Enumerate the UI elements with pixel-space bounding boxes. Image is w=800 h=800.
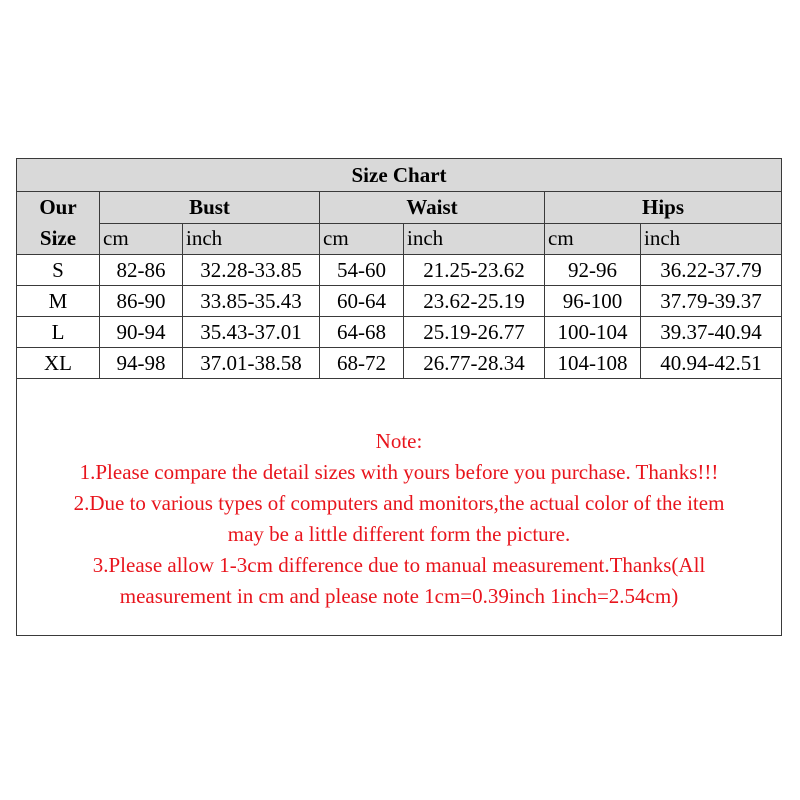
notes-section (17, 426, 781, 612)
unit-header: inch (641, 223, 782, 255)
table-cell: 39.37-40.94 (641, 317, 782, 348)
size-cell: S (17, 255, 100, 286)
unit-header: cm (320, 223, 404, 255)
table-row (17, 255, 782, 286)
table-cell: 33.85-35.43 (183, 286, 320, 317)
hips-header: Hips (545, 192, 782, 224)
size-column-header (17, 192, 100, 255)
note-heading: Note: (375, 429, 423, 453)
table-cell: 64-68 (320, 317, 404, 348)
note-line: 2.Due to various types of computers and monitors,the actual color of the item (73, 491, 725, 515)
table-cell: 92-96 (545, 255, 641, 286)
table-cell: 68-72 (320, 348, 404, 379)
note-line: may be a little different form the picture. (227, 522, 571, 546)
note-line: 1.Please compare the detail sizes with yours before you purchase. Thanks!!! (79, 460, 719, 484)
table-cell: 37.01-38.58 (183, 348, 320, 379)
table-cell: 60-64 (320, 286, 404, 317)
size-table (16, 158, 782, 379)
unit-header: cm (545, 223, 641, 255)
size-chart (16, 158, 782, 636)
unit-header: cm (100, 223, 183, 255)
table-cell: 82-86 (100, 255, 183, 286)
table-cell: 104-108 (545, 348, 641, 379)
unit-header: inch (404, 223, 545, 255)
table-cell: 26.77-28.34 (404, 348, 545, 379)
chart-title: Size Chart (17, 159, 782, 192)
table-row (17, 286, 782, 317)
table-row (17, 348, 782, 379)
table-cell: 54-60 (320, 255, 404, 286)
table-cell: 94-98 (100, 348, 183, 379)
table-cell: 32.28-33.85 (183, 255, 320, 286)
table-cell: 36.22-37.79 (641, 255, 782, 286)
size-cell: XL (17, 348, 100, 379)
unit-header: inch (183, 223, 320, 255)
table-cell: 90-94 (100, 317, 183, 348)
note-line: 3.Please allow 1-3cm difference due to manual measurement.Thanks(All (92, 553, 706, 577)
table-cell: 37.79-39.37 (641, 286, 782, 317)
table-cell: 21.25-23.62 (404, 255, 545, 286)
table-row (17, 317, 782, 348)
table-cell: 35.43-37.01 (183, 317, 320, 348)
size-header-our: Our (39, 195, 77, 219)
bust-header: Bust (100, 192, 320, 224)
table-cell: 86-90 (100, 286, 183, 317)
table-cell: 40.94-42.51 (641, 348, 782, 379)
table-cell: 23.62-25.19 (404, 286, 545, 317)
table-cell: 25.19-26.77 (404, 317, 545, 348)
table-cell: 96-100 (545, 286, 641, 317)
waist-header: Waist (320, 192, 545, 224)
note-line: measurement in cm and please note 1cm=0.39inch 1inch=2.54cm) (119, 584, 679, 608)
size-cell: M (17, 286, 100, 317)
table-cell: 100-104 (545, 317, 641, 348)
size-header-size: Size (39, 226, 77, 250)
size-cell: L (17, 317, 100, 348)
